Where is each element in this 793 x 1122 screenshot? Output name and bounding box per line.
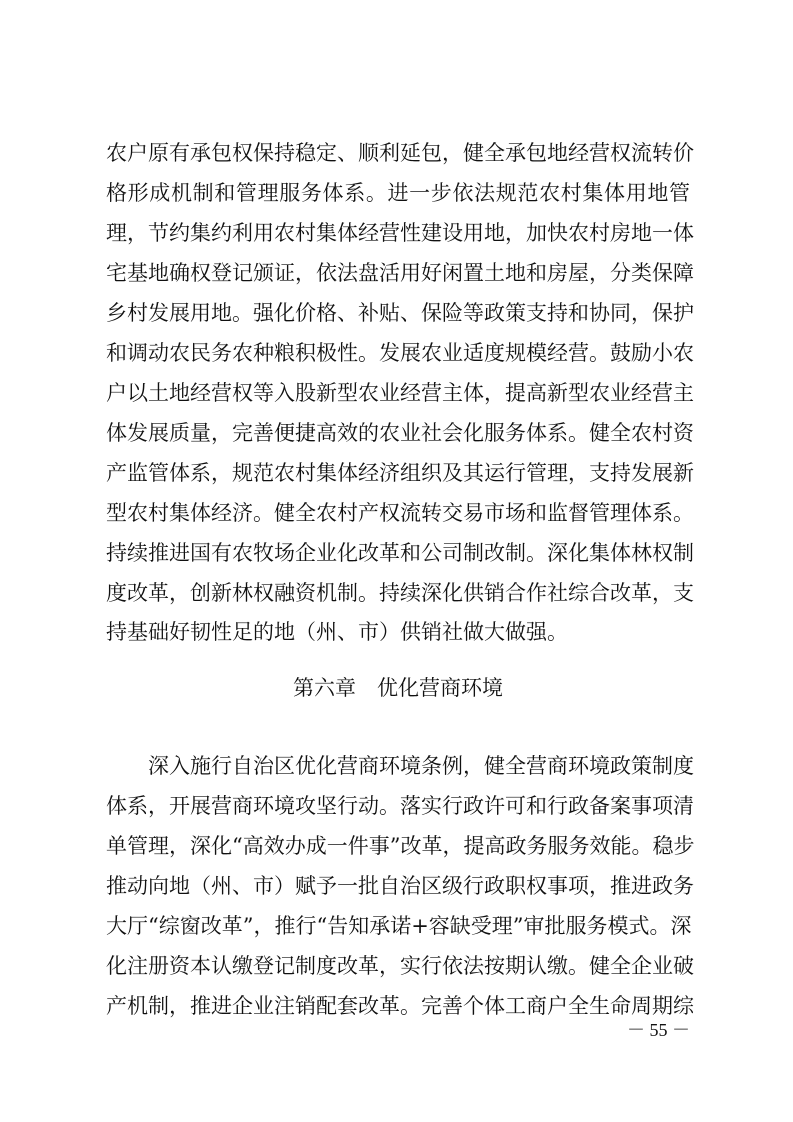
paragraph-line: 理，节约集约利用农村集体经营性建设用地，加快农村房地一体 [106,221,694,245]
paragraph-line: 户以土地经营权等入股新型农业经营主体，提高新型农业经营主 [106,381,694,405]
paragraph-line: 体发展质量，完善便捷高效的农业社会化服务体系。健全农村资 [106,421,694,445]
paragraph-line: 度改革，创新林权融资机制。持续深化供销合作社综合改革，支 [106,581,694,605]
paragraph-line: 推动向地（州、市）赋予一批自治区级行政职权事项，推进政务 [106,874,694,898]
paragraph-line: 产监管体系，规范农村集体经济组织及其运行管理，支持发展新 [106,461,694,485]
paragraph-line: 体系，开展营商环境攻坚行动。落实行政许可和行政备案事项清 [106,794,694,818]
paragraph-line: 型农村集体经济。健全农村产权流转交易市场和监督管理体系。 [106,501,694,525]
paragraph-line: 格形成机制和管理服务体系。进一步依法规范农村集体用地管 [106,181,690,205]
paragraph-line: 化注册资本认缴登记制度改革，实行依法按期认缴。健全企业破 [106,954,694,978]
paragraph-line: 和调动农民务农种粮积极性。发展农业适度规模经营。鼓励小农 [106,341,694,365]
paragraph-line: 单管理，深化“高效办成一件事”改革，提高政务服务效能。稳步 [106,834,695,858]
paragraph-line: 宅基地确权登记颁证，依法盘活用好闲置土地和房屋，分类保障 [106,261,694,285]
paragraph-line: 农户原有承包权保持稳定、顺利延包，健全承包地经营权流转价 [106,141,694,165]
paragraph-line: 深入施行自治区优化营商环境条例，健全营商环境政策制度 [148,754,694,778]
paragraph-line: 持基础好韧性足的地（州、市）供销社做大做强。 [106,620,568,644]
chapter-title: 第六章 优化营商环境 [293,676,503,700]
paragraph-line: 产机制，推进企业注销配套改革。完善个体工商户全生命周期综 [106,994,694,1018]
page-number: － 55 － [627,1020,690,1040]
paragraph-line: 大厅“综窗改革”，推行“告知承诺+容缺受理”审批服务模式。深 [106,914,692,938]
paragraph-line: 持续推进国有农牧场企业化改革和公司制改制。深化集体林权制 [106,541,694,565]
paragraph-line: 乡村发展用地。强化价格、补贴、保险等政策支持和协同，保护 [106,301,694,325]
